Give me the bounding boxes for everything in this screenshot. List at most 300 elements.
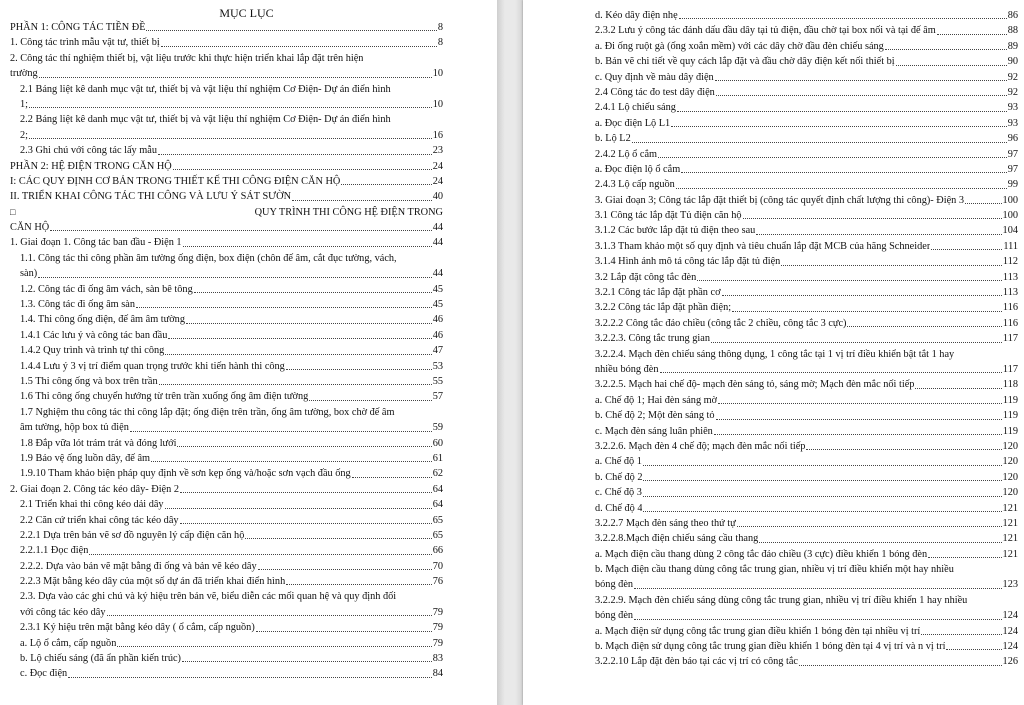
dot-leader: [183, 235, 432, 246]
dot-leader: [180, 482, 432, 493]
toc-entry[interactable]: [595, 162, 1018, 177]
toc-entry[interactable]: [10, 97, 443, 112]
dot-leader: [286, 359, 432, 370]
toc-entry[interactable]: [10, 297, 443, 312]
toc-entry-text: sàn): [20, 268, 38, 280]
toc-entry-text: 3.2.2.10 Lắp đặt đèn báo tại các vị trí có công tắc: [595, 656, 799, 668]
dot-leader: [180, 513, 432, 524]
toc-page-number: 120: [1002, 487, 1018, 499]
toc-entry[interactable]: [10, 359, 443, 374]
toc-entry[interactable]: [595, 331, 1018, 346]
toc-page-number: 124: [1002, 641, 1018, 653]
toc-entry-text: d. Kéo dây điện nhẹ: [595, 10, 678, 21]
toc-page-number: 123: [1002, 579, 1018, 591]
toc-page-number: 113: [1002, 271, 1018, 283]
toc-entry-text: 3.1.3 Tham khảo một số quy định và tiêu chuẩn lắp đặt MCB của hãng Schneider: [595, 240, 931, 252]
toc-entry-text: 3. Giai đoạn 3; Công tác lắp đặt thiết bị (công tác quyết định chất lượng thi công)- Điện 3: [595, 194, 965, 206]
toc-entry[interactable]: [10, 235, 443, 250]
toc-entry-text: âm tường, hộp box tủ điện: [20, 422, 129, 434]
toc-entry[interactable]: [595, 531, 1018, 546]
toc-entry-text: b. Bản vẽ chi tiết về quy cách lắp đặt và đầu chờ dây điện kết nối thiết bị: [595, 56, 895, 68]
dot-leader: [896, 54, 1007, 65]
dot-leader: [679, 8, 1007, 19]
toc-entry[interactable]: [595, 100, 1018, 115]
toc-page-number: 47: [432, 345, 443, 357]
toc-entry[interactable]: [595, 131, 1018, 146]
toc-entry[interactable]: [595, 85, 1018, 100]
toc-page-number: 121: [1002, 502, 1018, 514]
dot-leader: [136, 297, 432, 308]
toc-entry-text: 3.2.2.3. Công tắc trung gian: [595, 333, 710, 345]
dot-leader: [915, 377, 1002, 388]
toc-entry-text: 3.1.2 Các bước lắp đặt tủ điện theo sau: [595, 225, 756, 237]
toc-page-number: 119: [1002, 394, 1018, 406]
toc-page-number: 53: [432, 360, 443, 372]
toc-entry[interactable]: [595, 39, 1018, 54]
toc-entry-text: 1.1. Công tác thi công phần âm tường ống điện, box điện (chôn đế âm, cắt đục tường, vách,: [20, 252, 397, 264]
toc-page-number: 111: [1003, 240, 1018, 252]
toc-entry[interactable]: [10, 389, 443, 404]
toc-page-number: 66: [432, 545, 443, 557]
toc-page-number: 79: [432, 606, 443, 618]
toc-entry[interactable]: [10, 405, 443, 420]
toc-page-number: 79: [432, 637, 443, 649]
dot-leader: [256, 620, 432, 631]
dot-leader: [151, 451, 432, 462]
dot-leader: [716, 408, 1002, 419]
toc-entry-text: trường: [10, 68, 38, 80]
toc-page-number: 8: [437, 37, 443, 49]
toc-entry[interactable]: [595, 362, 1018, 377]
toc-page-number: 84: [432, 668, 443, 680]
toc-entry[interactable]: [595, 177, 1018, 192]
toc-entry[interactable]: [10, 251, 443, 266]
dot-leader: [799, 654, 1002, 665]
toc-page-number: 64: [432, 483, 443, 495]
toc-page-number: 88: [1007, 25, 1018, 37]
toc-entry-text: a. Chế độ 1; Hai đèn sáng mờ: [595, 394, 718, 406]
toc-entry[interactable]: [595, 254, 1018, 269]
toc-entry[interactable]: [10, 143, 443, 158]
toc-page-number: 89: [1007, 40, 1018, 52]
toc-page-number: 90: [1007, 56, 1018, 68]
toc-page-number: 112: [1002, 256, 1018, 268]
dot-leader: [928, 547, 1001, 558]
dot-leader: [681, 162, 1006, 173]
toc-entry-text: 3.2.2.9. Mạch đèn chiếu sáng dùng công tắc trung gian, nhiều vị trí điều khiển 1 hay nhiều: [595, 594, 968, 606]
dot-leader: [89, 543, 431, 554]
toc-entry[interactable]: [10, 497, 443, 512]
toc-entry-text: a. Mạch điện sử dụng công tắc trung gian điều khiển 1 bóng đèn tại nhiều vị trí: [595, 625, 921, 637]
toc-entry-text: 1.4.4 Lưu ý 3 vị trí điểm quan trọng trước khi tiến hành thi công: [20, 360, 285, 372]
toc-entry[interactable]: [10, 82, 443, 97]
toc-entry-text: 2.1 Triển khai thi công kéo dải dây: [20, 499, 164, 511]
toc-page-number: 24: [432, 160, 443, 172]
toc-page-number: 46: [432, 314, 443, 326]
dot-leader: [718, 393, 1002, 404]
toc-entry[interactable]: [595, 470, 1018, 485]
toc-entry[interactable]: [10, 128, 443, 143]
dot-leader: [130, 420, 432, 431]
toc-entry[interactable]: [10, 51, 443, 66]
toc-entry-text: 1.3. Công tác đi ống âm sàn: [20, 299, 135, 311]
dot-leader: [245, 528, 431, 539]
toc-entry-text: 2.2.1.1 Đọc điện: [20, 545, 89, 557]
dot-leader: [309, 389, 431, 400]
toc-entry[interactable]: [10, 20, 443, 35]
toc-entry-text: bóng đèn: [595, 610, 634, 622]
toc-entry[interactable]: [595, 516, 1018, 531]
dot-leader: [921, 624, 1001, 635]
toc-entry-text: b. Chế độ 2: [595, 471, 643, 483]
dot-leader: [676, 177, 1007, 188]
toc-page-number: 44: [432, 222, 443, 234]
toc-entry[interactable]: [10, 35, 443, 50]
toc-entry-text: b. Chế độ 2; Một đèn sáng tỏ: [595, 410, 715, 422]
toc-entry[interactable]: [595, 608, 1018, 623]
toc-entry-text: 2.4.2 Lộ ổ cắm: [595, 148, 658, 160]
toc-entry[interactable]: [10, 420, 443, 435]
page-gap: [497, 0, 523, 705]
toc-page-number: 117: [1002, 363, 1018, 375]
toc-entry-text: 1.4. Thi công ống điện, đế âm âm tường: [20, 314, 185, 326]
toc-entry[interactable]: [595, 223, 1018, 238]
toc-entry[interactable]: [10, 574, 443, 589]
toc-entry[interactable]: [10, 451, 443, 466]
toc-entry-text: với công tác kéo dây: [20, 606, 106, 618]
toc-entry-text: 1.5 Thi công ống và box trên trần: [20, 375, 158, 387]
toc-page-number: 24: [432, 175, 443, 187]
toc-page-number: 86: [1007, 10, 1018, 21]
dot-leader: [643, 470, 1001, 481]
toc-page-number: 117: [1002, 333, 1018, 345]
toc-entry-text: 3.1 Công tác lắp đặt Tủ điện căn hộ: [595, 210, 742, 222]
toc-entry-text: 3.2.2.7 Mạch đèn sáng theo thứ tự: [595, 517, 736, 529]
dot-leader: [722, 285, 1002, 296]
toc-entry-text: 1.7 Nghiệm thu công tác thi công lắp đặt; ống điện trên trần, ống âm tường, box chờ đế âm: [20, 406, 395, 418]
toc-entry-text: 2.4.1 Lộ chiếu sáng: [595, 102, 676, 114]
dot-leader: [759, 531, 1001, 542]
dot-leader: [847, 316, 1001, 327]
toc-entry-text: 2. Giai đoạn 2. Công tác kéo dây- Điện 2: [10, 483, 179, 495]
toc-entry[interactable]: [10, 220, 443, 235]
dot-leader: [182, 651, 432, 662]
toc-entry-text: 3.2 Lắp đặt công tắc đèn: [595, 271, 697, 283]
dot-leader: [177, 436, 431, 447]
toc-entry[interactable]: [595, 485, 1018, 500]
dot-leader: [29, 97, 432, 108]
dot-leader: [173, 159, 432, 170]
table-of-contents-right: [595, 8, 1018, 670]
toc-page-number: 79: [432, 622, 443, 634]
toc-entry-text: 2.2.2. Dựa vào bản vẽ mặt bằng đi ống và bản vẽ kéo dây: [20, 560, 257, 572]
toc-page-number: 97: [1007, 163, 1018, 175]
toc-entry[interactable]: [10, 282, 443, 297]
dot-leader: [632, 131, 1007, 142]
toc-entry-text: 1. Giai đoạn 1. Công tác ban đầu - Điện 1: [10, 237, 182, 249]
toc-page-number: 92: [1007, 71, 1018, 83]
toc-entry[interactable]: [595, 270, 1018, 285]
toc-entry[interactable]: [595, 439, 1018, 454]
toc-entry-text: 2.3. Dựa vào các ghi chú và ký hiệu trên bản vẽ, biểu diễn các mối quan hệ và quy định đối: [20, 591, 397, 603]
toc-entry-text: 3.1.4 Hình ảnh mô tả công tác lắp đặt tủ điện: [595, 256, 781, 268]
dot-leader: [671, 116, 1007, 127]
toc-page-number: 65: [432, 514, 443, 526]
toc-entry[interactable]: [10, 651, 443, 666]
toc-entry[interactable]: [10, 159, 443, 174]
toc-page-number: 120: [1002, 440, 1018, 452]
toc-entry[interactable]: [10, 436, 443, 451]
toc-page-number: 113: [1002, 287, 1018, 299]
toc-entry[interactable]: [595, 8, 1018, 23]
dot-leader: [159, 374, 432, 385]
toc-page-number: 121: [1002, 517, 1018, 529]
toc-entry[interactable]: [595, 393, 1018, 408]
toc-entry[interactable]: [10, 482, 443, 497]
dot-leader: [643, 485, 1002, 496]
dot-leader: [117, 636, 431, 647]
toc-page-number: 100: [1002, 210, 1018, 222]
toc-entry[interactable]: [10, 543, 443, 558]
toc-entry[interactable]: [595, 562, 1018, 577]
toc-entry[interactable]: [10, 343, 443, 358]
toc-entry[interactable]: [10, 266, 443, 281]
toc-entry[interactable]: [10, 528, 443, 543]
toc-entry[interactable]: [595, 208, 1018, 223]
toc-entry[interactable]: [595, 347, 1018, 362]
toc-page-number: 64: [432, 499, 443, 511]
dot-leader: [946, 639, 1001, 650]
dot-leader: [352, 466, 432, 477]
toc-page-number: 120: [1002, 471, 1018, 483]
toc-entry-text: 3.2.2.6. Mạch đèn 4 chế độ; mạch đèn mắc nối tiếp: [595, 440, 806, 452]
dot-leader: [697, 270, 1002, 281]
toc-entry-text: a. Đi ống ruột gà (ống xoắn mềm) với các dây chờ đầu đèn chiếu sáng: [595, 40, 884, 52]
dot-leader: [68, 666, 432, 677]
toc-entry-text: 2;: [20, 129, 29, 141]
toc-entry[interactable]: [595, 116, 1018, 131]
toc-entry-text: c. Quy định về màu dây điện: [595, 71, 714, 83]
toc-entry[interactable]: [10, 112, 443, 127]
toc-entry[interactable]: [595, 54, 1018, 69]
toc-page-number: 45: [432, 299, 443, 311]
toc-entry-text: 1.4.1 Các lưu ý và công tác ban đầu: [20, 329, 168, 341]
toc-entry-text: PHẦN 2: HỆ ĐIỆN TRONG CĂN HỘ: [10, 160, 172, 172]
toc-entry[interactable]: [10, 374, 443, 389]
toc-entry[interactable]: [595, 424, 1018, 439]
toc-entry-text: 1.2. Công tác đi ống âm vách, sàn bê tông: [20, 283, 193, 295]
toc-entry-text: 2.3 Ghi chú với công tác lấy mẫu: [20, 145, 157, 157]
toc-entry[interactable]: [595, 547, 1018, 562]
dot-leader: [677, 100, 1007, 111]
toc-entry[interactable]: [595, 454, 1018, 469]
toc-entry-text: b. Lộ L2: [595, 133, 631, 145]
toc-entry[interactable]: [10, 605, 443, 620]
toc-page-number: 124: [1002, 610, 1018, 622]
toc-page-number: 10: [432, 98, 443, 110]
dot-leader: [161, 35, 437, 46]
toc-entry-text: a. Chế độ 1: [595, 456, 642, 468]
toc-page-number: 59: [432, 422, 443, 434]
toc-entry[interactable]: [595, 70, 1018, 85]
toc-entry[interactable]: [595, 147, 1018, 162]
toc-entry[interactable]: [10, 636, 443, 651]
toc-entry-text: a. Đọc điện Lộ L1: [595, 117, 671, 129]
dot-leader: [931, 239, 1002, 250]
dot-leader: [158, 143, 432, 154]
toc-entry[interactable]: [595, 408, 1018, 423]
toc-page-number: 57: [432, 391, 443, 403]
toc-page-number: 116: [1002, 317, 1018, 329]
dot-leader: [634, 577, 1002, 588]
dot-leader: [885, 39, 1007, 50]
toc-entry-text: a. Đọc điện lộ ổ cắm: [595, 163, 681, 175]
toc-page-number: 44: [432, 237, 443, 249]
toc-entry-text: 2.3.1 Ký hiệu trên mặt bằng kéo dây ( ổ cắm, cấp nguồn): [20, 622, 255, 634]
toc-entry-text: PHẦN 1: CÔNG TÁC TIỀN ĐỀ: [10, 22, 146, 33]
toc-entry[interactable]: [10, 328, 443, 343]
toc-page-number: 118: [1002, 379, 1018, 391]
toc-page-number: 121: [1002, 533, 1018, 545]
toc-page-number: 70: [432, 560, 443, 572]
toc-page-number: 55: [432, 375, 443, 387]
toc-entry-text: I: CÁC QUY ĐỊNH CƠ BẢN TRONG THIẾT KẾ THI CÔNG ĐIỆN CĂN HỘ: [10, 175, 341, 187]
toc-entry-text: 3.2.2.8.Mạch điện chiếu sáng cầu thang: [595, 533, 759, 545]
toc-entry-text: 3.2.2.5. Mạch hai chế độ- mạch đèn sáng tỏ, sáng mờ; Mạch đèn mắc nối tiếp: [595, 379, 915, 391]
toc-entry-text: a. Mạch điện cầu thang dùng 2 công tắc đảo chiều (3 cực) điều khiển 1 bóng đèn: [595, 548, 928, 560]
toc-entry[interactable]: [10, 466, 443, 481]
toc-page-number: 45: [432, 283, 443, 295]
toc-entry-text: QUY TRÌNH THI CÔNG HỆ ĐIỆN TRONG: [254, 206, 443, 218]
toc-entry[interactable]: [10, 205, 443, 220]
toc-entry-text: b. Lộ chiếu sáng (đã ẩn phần kiến trúc): [20, 653, 181, 665]
toc-entry-text: 2.4 Công tác đo test dây điện: [595, 86, 715, 98]
dot-leader: [660, 362, 1002, 373]
toc-entry-text: 3.2.2.4. Mạch đèn chiếu sáng thông dụng, 1 công tắc tại 1 vị trí điều khiển bật tắt 1 hay: [595, 348, 955, 360]
toc-page-number: 97: [1007, 148, 1018, 160]
toc-entry[interactable]: [10, 559, 443, 574]
toc-entry[interactable]: [595, 624, 1018, 639]
toc-entry[interactable]: [10, 174, 443, 189]
dot-leader: [781, 254, 1002, 265]
toc-entry[interactable]: [10, 312, 443, 327]
toc-page-number: 62: [432, 468, 443, 480]
toc-entry[interactable]: [595, 654, 1018, 669]
toc-entry-text: 1.4.2 Quy trình và trình tự thi công: [20, 345, 165, 357]
toc-page-number: 104: [1002, 225, 1018, 237]
toc-page-number: 40: [432, 191, 443, 203]
toc-entry[interactable]: [595, 300, 1018, 315]
toc-page-number: 116: [1002, 302, 1018, 314]
toc-entry-text: 2. Công tác thí nghiệm thiết bị, vật liệu trước khi thực hiện triển khai lắp đặt trên hiện: [10, 52, 364, 64]
toc-page-number: 10: [432, 68, 443, 80]
dot-leader: [732, 300, 1002, 311]
dot-leader: [756, 223, 1001, 234]
toc-entry-text: 3.2.2 Công tác lắp đặt phần điện;: [595, 302, 732, 314]
toc-entry-text: c. Chế độ 3: [595, 487, 642, 499]
dot-leader: [292, 189, 432, 200]
toc-entry[interactable]: [595, 316, 1018, 331]
toc-page-number: 76: [432, 576, 443, 588]
toc-entry[interactable]: [10, 620, 443, 635]
toc-entry-text: 2.2.3 Mặt bằng kéo dây của một số dự án đã triển khai điển hình: [20, 576, 286, 588]
dot-leader: [658, 147, 1007, 158]
dot-leader: [714, 424, 1002, 435]
toc-entry[interactable]: [595, 577, 1018, 592]
toc-entry-text: c. Mạch đèn sáng luân phiên: [595, 425, 713, 437]
toc-entry[interactable]: [595, 193, 1018, 208]
toc-page-number: 93: [1007, 102, 1018, 114]
toc-entry-text: a. Lộ ổ cắm, cấp nguồn: [20, 637, 117, 649]
dot-leader: [38, 266, 432, 277]
dot-leader: [643, 454, 1002, 465]
toc-page-number: 92: [1007, 86, 1018, 98]
toc-entry[interactable]: [10, 513, 443, 528]
toc-entry[interactable]: [595, 239, 1018, 254]
toc-entry-text: 1.9.10 Tham khảo biện pháp quy định về sơn kẹp ống và/hoặc sơn vạch đầu ống: [20, 468, 351, 480]
dot-leader: [715, 70, 1007, 81]
dot-leader: [50, 220, 432, 231]
dot-leader: [165, 343, 431, 354]
toc-page-number: 119: [1002, 410, 1018, 422]
toc-entry[interactable]: [595, 23, 1018, 38]
toc-entry[interactable]: [595, 639, 1018, 654]
toc-entry[interactable]: [10, 666, 443, 681]
toc-entry-text: 2.3.2 Lưu ý công tác đánh dấu đầu dây tại tủ điện, đầu chờ tại box nối và tại đế âm: [595, 25, 936, 37]
toc-page-number: 120: [1002, 456, 1018, 468]
toc-entry[interactable]: [10, 189, 443, 204]
toc-page-number: 126: [1002, 656, 1018, 668]
dot-leader: [965, 193, 1002, 204]
toc-entry[interactable]: [10, 66, 443, 81]
toc-entry[interactable]: [595, 593, 1018, 608]
dot-leader: [186, 312, 432, 323]
toc-page-number: 61: [432, 452, 443, 464]
toc-entry-text: 3.2.2.2 Công tắc đảo chiều (công tắc 2 chiều, công tắc 3 cực): [595, 317, 847, 329]
toc-entry-text: CĂN HỘ: [10, 222, 50, 234]
toc-entry[interactable]: [595, 501, 1018, 516]
dot-leader: [165, 497, 432, 508]
toc-entry-text: 3.2.1 Công tác lắp đặt phần cơ: [595, 287, 721, 299]
toc-page-number: 124: [1002, 625, 1018, 637]
toc-entry-text: b. Mạch điện cầu thang dùng công tắc trung gian, nhiều vị trí điều khiển một hay nhiều: [595, 564, 954, 576]
document-page-right: [523, 0, 1024, 705]
toc-entry-text: 1.6 Thi công ống chuyển hướng từ trên trần xuống ống âm điện tường: [20, 391, 309, 403]
dot-leader: [39, 66, 432, 77]
bullet-placeholder-icon: □: [10, 206, 16, 217]
dot-leader: [737, 516, 1002, 527]
toc-entry[interactable]: [595, 377, 1018, 392]
toc-entry[interactable]: [595, 285, 1018, 300]
dot-leader: [937, 23, 1007, 34]
dot-leader: [743, 208, 1002, 219]
toc-page-number: 44: [432, 268, 443, 280]
document-page-left: [0, 0, 497, 705]
toc-entry-text: II. TRIỂN KHAI CÔNG TÁC THI CÔNG VÀ LƯU Ý SÁT SƯỜN: [10, 191, 292, 203]
toc-page-number: 100: [1002, 194, 1018, 206]
toc-page-number: 60: [432, 437, 443, 449]
toc-entry-text: 1;: [20, 98, 29, 110]
toc-page-number: 121: [1002, 548, 1018, 560]
toc-entry[interactable]: [10, 589, 443, 604]
dot-leader: [634, 608, 1002, 619]
toc-entry-text: 2.4.3 Lộ cấp nguồn: [595, 179, 675, 191]
toc-entry-text: b. Mạch điện sử dụng công tắc trung gian điều khiển 1 bóng đèn tại 4 vị trí và n vị trí: [595, 641, 946, 653]
toc-page-number: 83: [432, 653, 443, 665]
dot-leader: [711, 331, 1002, 342]
dot-leader: [29, 128, 432, 139]
toc-page-number: 119: [1002, 425, 1018, 437]
